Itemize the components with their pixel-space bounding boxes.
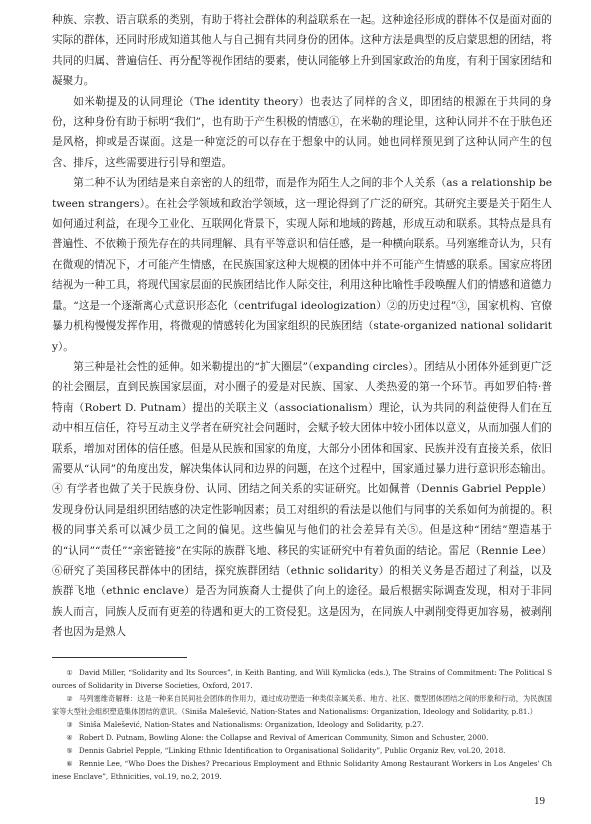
footnote-2 <box>52 692 552 718</box>
footnote-mark: ⑤ <box>66 745 73 755</box>
footnote-text: David Miller, “Solidarity and Its Sources”, in Keith Banting, and Will Kymlicka (eds.), The Strains of Commitment: The Political Sources of Solidarity in Diverse Societies, Oxford, 2017. <box>52 667 552 690</box>
footnote-text: Siniša Malešević, Nation-States and Nationalisms: Organization, Ideology and Solidarity, p.27. <box>78 719 424 729</box>
footnote-mark: ② <box>66 693 73 703</box>
body-paragraph-2: 如米勒提及的认同理论（The identity theory）也表达了同样的含义，即团结的根源在于共同的身份，这种身份有助于标明“我们”，也有助于产生积极的情感①，在米勒的理论里，这种认同并不在于肤色还是风格，抑或是否谋面。这是一种宽泛的可以存在于想象中的认同。她也同样预见到了这种认同产生的包含、排斥，这些需要进行引导和塑造。 <box>52 95 552 169</box>
footnote-1 <box>52 666 552 692</box>
document-page <box>52 10 552 783</box>
footnotes <box>52 666 552 783</box>
footnote-mark: ③ <box>66 719 73 729</box>
footnote-divider <box>52 657 187 658</box>
footnote-mark: ⑥ <box>66 758 73 768</box>
footnote-text: 马列塞维奇解释：这是一种来自民间社会团体的作用力，通过成功塑造一种类似亲属关系、地方、社区、微型团体团结之间的形象和行动，为民族国家等大型社会组织塑造集体团结的意识。（Siniša Malešević, Nation-States and Nationalisms: Organization, Ideology and Solidarity, p.81.） <box>52 693 552 716</box>
footnote-mark: ④ <box>66 732 73 742</box>
footnote-4 <box>52 731 552 744</box>
footnote-text: Dennis Gabriel Pepple, “Linking Ethnic Identification to Organisational Solidarity”, Public Organiz Rev, vol.20, 2018. <box>78 745 506 755</box>
body-paragraph-3: 第二种不认为团结是来自亲密的人的纽带，而是作为陌生人之间的非个人关系（as a relationship between strangers）。在社会学领域和政治学领域，这一理论得到了广泛的研究。其研究主要是关于陌生人如何通过利益，在现今工业化、互联网化背景下，实现人际和地域的跨越，形成互动和联系。其特点是具有普遍性、不依赖于预先存在的共同理解、具有平等意识和信任感，是一种横向联系。马列塞维奇认为，只有在微观的情况下，才可能产生情感，在民族国家这种大规模的团体中并不可能产生情感的联系。国家应将团结视为一种工具，将现代国家层面的民族团结比作人际交往，利用这种比喻性手段唤醒人们的情感和道德力量。“这是一个逐渐离心式意识形态化（centrifugal ideologization）②的历史过程”③，国家机构、官僚暴力机构慢慢发挥作用，将微观的情感转化为国家组织的民族团结（state-organized national solidarity）。 <box>52 177 552 353</box>
footnote-6 <box>52 757 552 783</box>
page-number: 19 <box>534 795 545 807</box>
footnote-text: Robert D. Putnam, Bowling Alone: the Collapse and Revival of American Community, Simon and Schuster, 2000. <box>78 732 489 742</box>
body-paragraph-4: 第三种是社会性的延伸。如米勒提出的“扩大圈层”（expanding circles）。团结从小团体外延到更广泛的社会圈层，直到民族国家层面，对小圈子的爱是对民族、国家、人类热爱的第一个环节。再如罗伯特·普特南（Robert D. Putnam）提出的关联主义（associationalism）理论，认为共同的利益使得人们在互动中相互信任，符号互动主义学者在研究社会问题时，会赋予较大团体中较小团体以意义，从而加强人们的联系，增加对团体的信任感。但是从民族和国家的角度，大部分小团体和国家、民族并没有直接关系，依旧需要从“认同”的角度出发，解决集体认同和边界的问题，在这个过程中，国家通过暴力进行意识形态输出。④ 有学者也做了关于民族身份、认同、团结之间关系的实证研究。比如佩普（Dennis Gabriel Pepple）发现身份认同是组织团结感的决定性影响因素；员工对组织的看法是以他们与同事的关系如何为前提的。积极的同事关系可以减少员工之间的偏见。这些偏见与他们的社会差异有关⑤。但是这种“团结”塑造基于的“认同”“责任”“亲密链接”在实际的族群飞地、移民的实证研究中有着负面的结论。雷尼（Rennie Lee）⑥研究了美国移民群体中的团结，探究族群团结（ethnic solidarity）的相关义务是否超过了利益，以及族群飞地（ethnic enclave）是否为同族裔人士提供了向上的途径。最后根据实际调查发现，相对于非同族人而言，同族人反而有更差的待遇和更大的工资侵犯。这是因为，在同族人中剥削变得更加容易，被剥削者也因为是熟人 <box>52 360 552 639</box>
body-paragraph-1: 种族、宗教、语言联系的类别，有助于将社会群体的利益联系在一起。这种途径形成的群体不仅是面对面的实际的群体，还同时形成知道其他人与自己拥有共同身份的团体。这种方法是典型的反启蒙思想的团结，将共同的归属、普遍信任、再分配等视作团结的要素，使认同能够上升到国家政治的角度，有利于国家团结和凝聚力。 <box>52 14 552 88</box>
footnote-3 <box>52 718 552 731</box>
footnote-5 <box>52 744 552 757</box>
footnote-mark: ① <box>66 667 73 677</box>
footnote-text: Rennie Lee, “Who Does the Dishes? Precarious Employment and Ethnic Solidarity Among Restaurant Workers in Los Angeles' Chinese Enclave”, Ethnicities, vol.19, no.2, 2019. <box>52 758 553 781</box>
